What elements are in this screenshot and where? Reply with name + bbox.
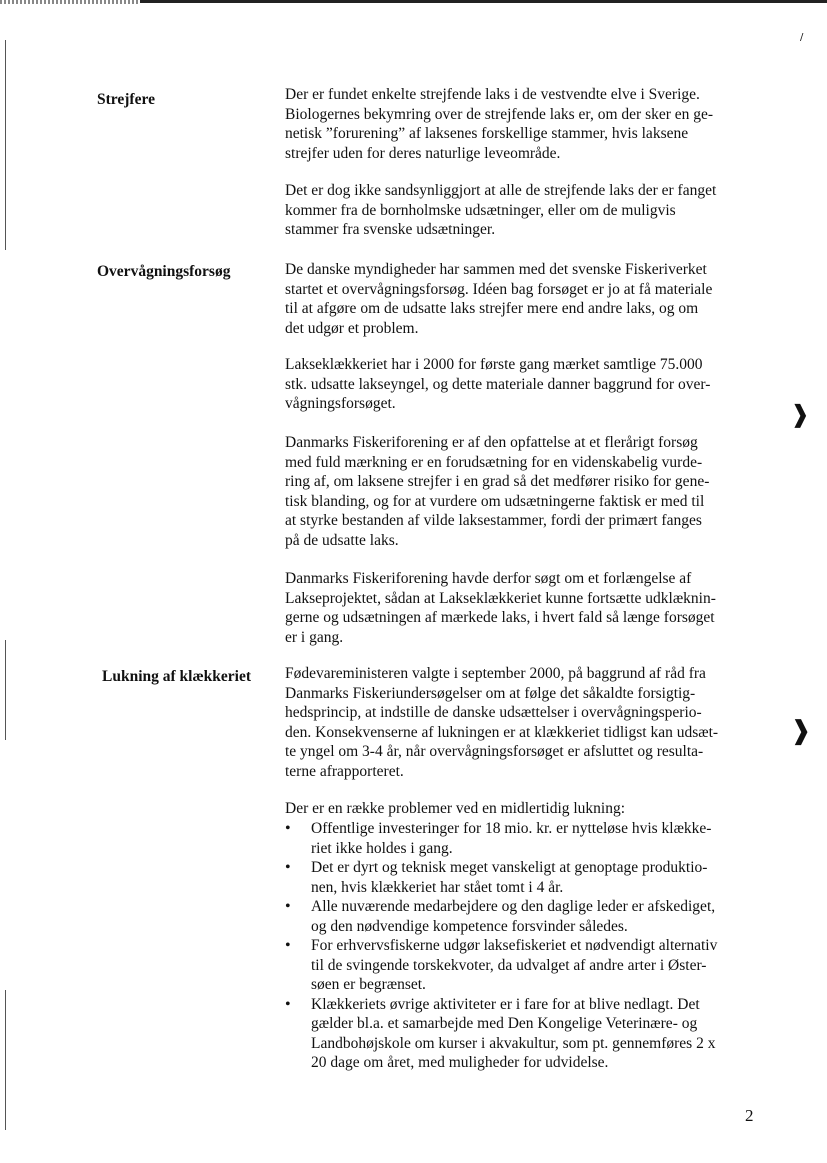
binder-hole-mark: ❱ xyxy=(790,716,812,746)
section-heading-strejfere: Strejfere xyxy=(97,91,155,108)
section-heading-lukning: Lukning af klækkeriet xyxy=(102,668,252,685)
paragraph: Danmarks Fiskeriforening havde derfor søgt om et forlængelse af Lakseprojektet, sådan at Lakseklækkeriet kunne fortsætte udklæknin- gerne og udsætningen af mærkede laks, i hvert fald så længe forsøget er i gang. xyxy=(285,570,716,646)
scan-left-edge xyxy=(5,990,6,1130)
paragraph: Der er en række problemer ved en midlertidig lukning: xyxy=(285,800,626,817)
section-heading-overvaagningsforsoeg: Overvågningsforsøg xyxy=(97,263,231,280)
page-number: 2 xyxy=(745,1106,754,1125)
paragraph: Danmarks Fiskeriforening er af den opfattelse at et flerårigt forsøg med fuld mærkning er en forudsætning for en videnskabelig vurde- ring af, om laksene strejfer i en grad så det medfører risiko for gene- tisk blanding, og for at vurdere om udsætningerne faktisk er med til at styrke bestanden af vilde laksestammer, fordi der primært fanges på de udsatte laks. xyxy=(285,434,710,549)
list-item: • Klækkeriets øvrige aktiviteter er i fare for at blive nedlagt. Det gælder bl.a. et samarbejde med Den Kongelige Veterinære- og Landbohøjskole om kurser i akvakultur, som pt. gennemføres 2 x 20 dage om året, med muligheder for udvidelse. xyxy=(285,995,757,1073)
list-item: • Alle nuværende medarbejdere og den daglige leder er afskediget, og den nødvendige kompetence forsvinder således. xyxy=(285,897,757,936)
paragraph: Der er fundet enkelte strejfende laks i de vestvendte elve i Sverige. Biologernes bekymring over de strejfende laks er, om der sker en ge- netisk ”forurening” af laksenes forskellige stammer, hvis laksene strejfer uden for deres naturlige leveområde. xyxy=(285,86,714,162)
binder-hole-mark: ❱ xyxy=(790,400,811,428)
scan-speck: / xyxy=(800,32,804,43)
scan-left-edge xyxy=(5,40,6,250)
paragraph: De danske myndigheder har sammen med det svenske Fiskeriverket startet et overvågningsforsøg. Idéen bag forsøget er jo at få materiale til at afgøre om de udsatte laks strejfer mere end andre laks, og om det udgør et problem. xyxy=(285,261,713,337)
scan-top-artifact xyxy=(0,0,140,4)
scan-left-edge xyxy=(5,640,6,740)
list-item: • For erhvervsfiskerne udgør laksefiskeriet et nødvendigt alternativ til de svingende torskekvoter, da udvalget af andre arter i Øster- søen er begrænset. xyxy=(285,936,757,995)
list-item: • Offentlige investeringer for 18 mio. kr. er nytteløse hvis klække- riet ikke holdes i gang. xyxy=(285,819,757,858)
paragraph: Lakseklækkeriet har i 2000 for første gang mærket samtlige 75.000 stk. udsatte lakseyngel, og dette materiale danner baggrund for over- vågningsforsøget. xyxy=(285,356,711,412)
paragraph: Fødevareministeren valgte i september 2000, på baggrund af råd fra Danmarks Fiskeriundersøgelser om at følge det såkaldte forsigtig- hedsprincip, at indstille de danske udsættelser i overvågningsperio- den. Konsekvenserne af lukningen er at klækkeriet tidligst kan udsæt- te yngel om 3-4 år, når overvågningsforsøget er afsluttet og resulta- terne afrapporteret. xyxy=(285,665,719,780)
problem-list xyxy=(285,819,757,1073)
paragraph: Det er dog ikke sandsynliggjort at alle de strejfende laks der er fanget kommer fra de bornholmske udsætninger, eller om de muligvis stammer fra svenske udsætninger. xyxy=(285,182,717,238)
list-item: • Det er dyrt og teknisk meget vanskeligt at genoptage produktio- nen, hvis klækkeriet har stået tomt i 4 år. xyxy=(285,858,757,897)
